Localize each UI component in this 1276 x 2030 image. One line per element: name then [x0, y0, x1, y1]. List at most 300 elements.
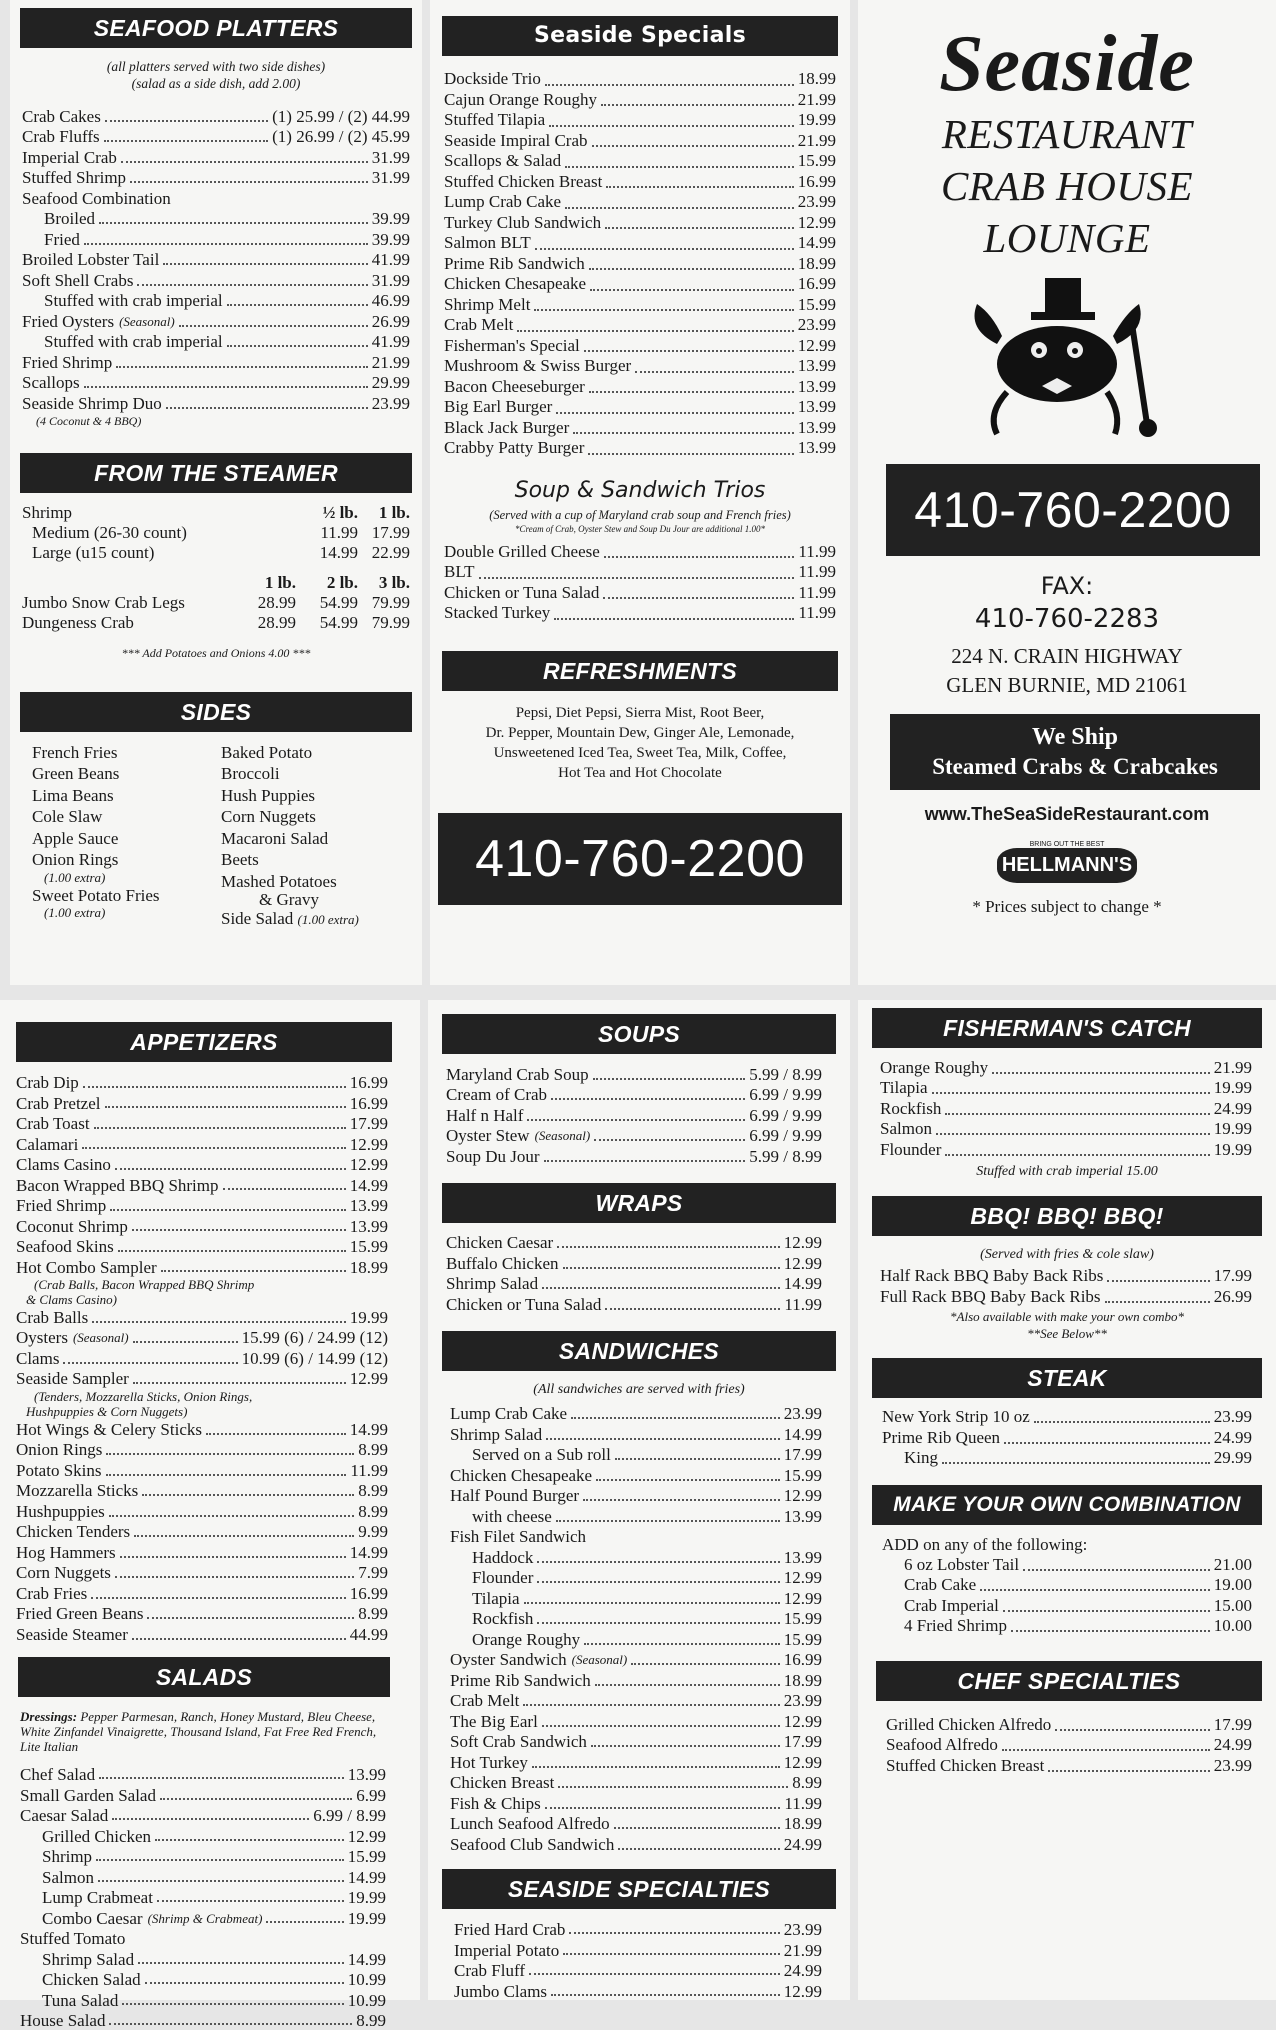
menu-item-name: Crab Cake — [882, 1573, 976, 1596]
section-header-sides: SIDES — [20, 692, 412, 732]
menu-item-name: Calamari — [16, 1135, 78, 1155]
menu-item-shrimp-salad — [446, 1274, 822, 1295]
menu-item-name: Corn Nuggets — [16, 1562, 111, 1583]
menu-item-name: Fish & Chips — [450, 1794, 541, 1814]
dot-leader — [223, 1188, 346, 1190]
menu-item-price: 24.99 — [1214, 1733, 1252, 1756]
dot-leader — [130, 181, 368, 183]
menu-item-name: Chef Salad — [20, 1765, 95, 1784]
list-entry-hush-puppies: Hush Puppies — [221, 785, 400, 807]
menu-item-price: 39.99 — [372, 229, 410, 250]
menu-item-name: Flounder — [880, 1138, 941, 1161]
menu-item-price: 19.99 — [798, 109, 836, 132]
menu-item-price: 15.99 — [798, 294, 836, 317]
steamer-crab-3lb-header: 3 lb. — [358, 573, 410, 593]
dot-leader — [84, 386, 368, 388]
dot-leader — [1011, 1630, 1210, 1632]
combination-add: ADD on any of the following: — [868, 1535, 1266, 1555]
menu-item-price: 21.99 — [1214, 1056, 1252, 1079]
menu-item-price: 18.99 — [350, 1258, 388, 1278]
section-header-salads: SALADS — [18, 1657, 390, 1697]
list-soups — [438, 1064, 840, 1167]
menu-item-hushpuppies — [16, 1501, 388, 1522]
menu-item-buffalo-chicken — [446, 1253, 822, 1274]
menu-item-price: 17.99 — [1214, 1713, 1252, 1736]
section-header-chef-specialties: CHEF SPECIALTIES — [876, 1661, 1262, 1701]
dot-leader — [596, 1479, 780, 1481]
dot-leader — [595, 1684, 780, 1686]
menu-item-name: Fried Oysters — [22, 311, 114, 332]
menu-item-price: 11.99 — [350, 1460, 388, 1481]
menu-item-price: 23.99 — [784, 1920, 822, 1939]
fishermans-note: Stuffed with crab imperial 15.00 — [868, 1163, 1266, 1180]
menu-item-name: Orange Roughy — [880, 1056, 988, 1079]
dot-leader — [163, 263, 367, 265]
platters-note-1: (all platters served with two side dishes) — [16, 58, 416, 75]
dot-leader — [106, 1453, 354, 1455]
menu-item-price: 24.99 — [1214, 1426, 1252, 1449]
fax-number: 410-760-2283 — [868, 604, 1266, 634]
menu-item-price: 29.99 — [372, 372, 410, 393]
dot-leader — [1048, 1770, 1209, 1772]
menu-item-name: Shrimp Salad — [20, 1950, 134, 1969]
trios-title: Soup & Sandwich Trios — [438, 478, 842, 503]
section-header-combination: MAKE YOUR OWN COMBINATION — [872, 1485, 1262, 1525]
menu-item-name: Jumbo Clams — [454, 1982, 547, 2001]
menu-item-price: 11.99 — [798, 541, 836, 564]
steamer-large-half: 14.99 — [296, 543, 358, 563]
menu-item-bacon-cheeseburger — [444, 378, 836, 399]
menu-item-name: Mushroom & Swiss Burger — [444, 355, 631, 378]
dot-leader — [557, 1246, 780, 1248]
menu-item-name: Shrimp Salad — [450, 1425, 542, 1445]
list-bbq — [868, 1267, 1266, 1308]
menu-item-name: Cream of Crab — [446, 1084, 547, 1105]
menu-item-salmon — [20, 1866, 386, 1887]
salad-dressings — [8, 1709, 412, 1754]
menu-item-price: 21.99 — [784, 1941, 822, 1960]
steamer-dungeness: Dungeness Crab — [22, 613, 236, 633]
menu-item-price: 19.99 — [1214, 1117, 1252, 1140]
menu-item-price: 13.99 — [348, 1765, 386, 1784]
menu-item-price: 23.99 — [372, 393, 410, 414]
menu-item-name: Cajun Orange Roughy — [444, 89, 597, 112]
dot-leader — [517, 330, 793, 332]
menu-item-name: Stuffed Tomato — [20, 1929, 125, 1948]
menu-item-full-rack-bbq-baby-back-ribs — [880, 1287, 1252, 1308]
menu-item-seaside-impiral-crab — [444, 132, 836, 153]
menu-item-price: 16.99 — [784, 1650, 822, 1670]
menu-item-price: 15.99 — [348, 1847, 386, 1866]
menu-item-name: Flounder — [450, 1568, 533, 1588]
list-entry-mashed-potatoes: Mashed Potatoes — [221, 871, 400, 893]
steamer-shrimp-label: Shrimp — [22, 503, 236, 523]
menu-item-name: Hog Hammers — [16, 1542, 116, 1563]
menu-item-price: 11.99 — [798, 582, 836, 605]
list-entry-baked-potato: Baked Potato — [221, 742, 400, 764]
menu-item-price: 21.00 — [1214, 1553, 1252, 1576]
menu-item-name: Clams — [16, 1348, 59, 1369]
menu-item-black-jack-burger — [444, 419, 836, 440]
menu-item-chicken-caesar — [446, 1233, 822, 1254]
dot-leader — [96, 1859, 344, 1861]
menu-item-price: 17.99 — [1214, 1264, 1252, 1287]
phone-number-center[interactable]: 410-760-2200 — [438, 813, 842, 905]
dot-leader — [605, 227, 794, 229]
menu-item-name: The Big Earl — [450, 1712, 538, 1732]
sandwiches-note: (All sandwiches are served with fries) — [438, 1381, 840, 1398]
menu-item-price: 14.99 — [784, 1425, 822, 1445]
menu-item-price: 14.99 — [350, 1542, 388, 1563]
menu-item-half-pound-burger — [450, 1486, 822, 1507]
menu-item-hot-wings-celery-sticks — [16, 1419, 388, 1440]
dot-leader — [112, 1818, 309, 1820]
menu-item-name: Dockside Trio — [444, 68, 541, 91]
steamer-snow: Jumbo Snow Crab Legs — [22, 593, 236, 613]
menu-item-name: Crab Fluff — [454, 1961, 525, 1980]
dot-leader — [118, 1250, 346, 1252]
menu-item-price: 19.99 — [348, 1888, 386, 1907]
menu-item-name: Seafood Club Sandwich — [450, 1835, 614, 1855]
menu-item-soft-crab-sandwich — [450, 1732, 822, 1753]
menu-item-price: 17.99 — [350, 1114, 388, 1134]
menu-item-name: Hot Wings & Celery Sticks — [16, 1419, 202, 1440]
dot-leader — [554, 618, 794, 620]
menu-item-name: Lump Crabmeat — [20, 1888, 153, 1907]
dot-leader — [1023, 1569, 1210, 1571]
menu-item-mozzarella-sticks — [16, 1481, 388, 1502]
dot-leader — [147, 1617, 354, 1619]
menu-item-price: 12.99 — [784, 1982, 822, 2001]
menu-item-name: Chicken Breast — [450, 1773, 554, 1793]
we-ship-line-1: We Ship — [890, 722, 1260, 752]
dot-leader — [138, 1962, 344, 1964]
menu-item-clams-casino — [16, 1154, 388, 1175]
dot-leader — [479, 577, 795, 579]
menu-item-orange-roughy — [880, 1058, 1252, 1079]
dot-leader — [133, 1341, 238, 1343]
we-ship-box — [890, 714, 1260, 790]
sampler-note-1: (Tenders, Mozzarella Sticks, Onion Rings, — [8, 1389, 412, 1404]
dot-leader — [105, 1106, 346, 1108]
list-entry-cole-slaw: Cole Slaw — [32, 806, 211, 828]
dot-leader — [109, 1515, 354, 1517]
menu-item-name: Chicken Salad — [20, 1970, 141, 1989]
menu-item-chicken-chesapeake — [444, 275, 836, 296]
menu-item-name: Buffalo Chicken — [446, 1253, 559, 1274]
menu-item-fried-oysters — [22, 311, 410, 332]
dot-leader — [534, 309, 793, 311]
menu-item-name: Fried Hard Crab — [454, 1920, 565, 1939]
website-link[interactable]: www.TheSeaSideRestaurant.com — [868, 804, 1266, 825]
menu-item-shrimp-salad — [450, 1424, 822, 1445]
panel-top-right — [858, 0, 1276, 985]
list-seaside-specials — [438, 70, 842, 460]
menu-item-name: Half n Half — [446, 1105, 523, 1126]
menu-item-name: Salmon — [20, 1868, 94, 1887]
menu-item-price: 5.99 / 8.99 — [749, 1064, 822, 1085]
dot-leader — [524, 1602, 780, 1604]
menu-item-salmon-blt — [444, 234, 836, 255]
menu-item-price: 14.99 — [348, 1868, 386, 1887]
menu-item-crab-fluff — [454, 1960, 822, 1981]
dot-leader — [1003, 1610, 1210, 1612]
dot-leader — [109, 2023, 352, 2025]
dot-leader — [83, 1086, 346, 1088]
list-seaside-specialties — [438, 1919, 840, 2001]
dot-leader — [227, 345, 368, 347]
menu-item-price: 12.99 — [784, 1486, 822, 1506]
dot-leader — [121, 161, 368, 163]
dot-leader — [527, 1119, 745, 1121]
steamer-medium-half: 11.99 — [296, 523, 358, 543]
menu-item-name: Bacon Cheeseburger — [444, 376, 585, 399]
menu-item-served-on-a-sub-roll — [450, 1445, 822, 1466]
menu-item-crab-fries — [16, 1583, 388, 1604]
side-salad-label: Side Salad — [221, 909, 293, 928]
menu-item-caesar-salad — [20, 1805, 386, 1826]
sweet-potato-fries: Sweet Potato Fries — [32, 885, 211, 907]
dot-leader — [545, 1807, 781, 1809]
menu-item-double-grilled-cheese — [444, 543, 836, 564]
menu-item-price: 12.99 — [784, 1589, 822, 1609]
menu-item-name: Big Earl Burger — [444, 396, 552, 419]
dot-leader — [532, 1766, 780, 1768]
list-appetizers-3 — [8, 1419, 412, 1645]
menu-item-stuffed-shrimp — [22, 168, 410, 189]
menu-item-name: Double Grilled Cheese — [444, 541, 600, 564]
dot-leader — [594, 1139, 745, 1141]
list-entry-beets: Beets — [221, 849, 400, 871]
menu-item-price: 10.99 (6) / 14.99 (12) — [242, 1348, 388, 1369]
trios-note-2: *Cream of Crab, Oyster Stew and Soup Du Jour are additional 1.00* — [438, 524, 842, 535]
menu-item-name: 4 Fried Shrimp — [882, 1614, 1007, 1637]
menu-item-shrimp-salad — [20, 1948, 386, 1969]
menu-item-price: 31.99 — [372, 147, 410, 168]
menu-item-name: Stuffed Chicken Breast — [886, 1754, 1044, 1777]
dot-leader — [551, 1098, 745, 1100]
list-steak — [868, 1408, 1266, 1470]
menu-item-name: with cheese — [450, 1507, 552, 1527]
dot-leader — [1034, 1421, 1210, 1423]
menu-item-stacked-turkey — [444, 604, 836, 625]
menu-item-price: 12.99 — [784, 1712, 822, 1732]
menu-item-name: Grilled Chicken — [20, 1827, 151, 1846]
menu-item-name: Mozzarella Sticks — [16, 1480, 138, 1501]
dot-leader — [545, 84, 794, 86]
menu-item-name: Fish Filet Sandwich — [450, 1527, 586, 1547]
menu-item-potato-skins — [16, 1460, 388, 1481]
menu-item-imperial-potato — [454, 1939, 822, 1960]
menu-item-price: 44.99 — [350, 1624, 388, 1645]
menu-item-price: 8.99 — [358, 1501, 388, 1522]
section-header-seaside-specialties: SEASIDE SPECIALTIES — [442, 1869, 836, 1909]
menu-item-name: Rockfish — [880, 1097, 941, 1120]
menu-item-price: 6.99 / 9.99 — [749, 1125, 822, 1146]
menu-item-price: 39.99 — [372, 208, 410, 229]
menu-item-bacon-wrapped-bbq-shrimp — [16, 1175, 388, 1196]
menu-item-name: Salmon BLT — [444, 232, 531, 255]
menu-item-name: Coconut Shrimp — [16, 1217, 128, 1237]
dot-leader — [155, 1839, 344, 1841]
menu-item-name: House Salad — [20, 2011, 105, 2030]
list-entry-apple-sauce: Apple Sauce — [32, 828, 211, 850]
list-entry-broccoli: Broccoli — [221, 763, 400, 785]
menu-item-price: 24.99 — [1214, 1097, 1252, 1120]
list-entry-hot-tea-and-hot-chocolate: Hot Tea and Hot Chocolate — [438, 763, 842, 783]
combo-note-2: & Clams Casino) — [8, 1292, 412, 1307]
dot-leader — [556, 1520, 780, 1522]
dot-leader — [551, 1994, 780, 1996]
dot-leader — [992, 1072, 1210, 1074]
menu-item-name: Stuffed Shrimp — [22, 167, 126, 188]
dot-leader — [161, 1270, 346, 1272]
menu-item-name: Lump Crab Cake — [444, 191, 561, 214]
phone-number-right[interactable]: 410-760-2200 — [886, 464, 1260, 556]
menu-item-seafood-skins — [16, 1236, 388, 1257]
menu-item-stuffed-chicken-breast — [444, 173, 836, 194]
menu-item-big-earl-burger — [444, 398, 836, 419]
list-appetizers-2 — [8, 1307, 412, 1389]
steamer-crab-2lb-header: 2 lb. — [296, 573, 358, 593]
hellmanns-tagline: BRING OUT THE BEST — [997, 841, 1137, 848]
sweet-extra: (1.00 extra) — [32, 906, 211, 920]
menu-item-price: 18.99 — [798, 253, 836, 276]
menu-item-cream-of-crab — [446, 1085, 822, 1106]
menu-item-lunch-seafood-alfredo — [450, 1814, 822, 1835]
steamer-1lb-header: 1 lb. — [358, 503, 410, 523]
menu-item-name: Soup Du Jour — [446, 1146, 540, 1167]
menu-item-stuffed-tomato — [20, 1928, 386, 1949]
refreshments-list — [438, 703, 842, 783]
dot-leader — [571, 1417, 780, 1419]
menu-item-price: 13.99 — [798, 376, 836, 399]
menu-item-with-cheese — [450, 1506, 822, 1527]
menu-item-fried-green-beans — [16, 1604, 388, 1625]
address-line-1: 224 N. CRAIN HIGHWAY — [868, 644, 1266, 669]
sides-right-column — [221, 742, 400, 931]
address-line-2: GLEN BURNIE, MD 21061 — [868, 673, 1266, 698]
menu-item-price: 12.99 — [784, 1753, 822, 1773]
menu-item-price: 11.99 — [798, 602, 836, 625]
menu-item-seafood-club-sandwich — [450, 1834, 822, 1855]
menu-item-name: Crab Balls — [16, 1307, 88, 1328]
steamer-dun-3: 79.99 — [358, 613, 410, 633]
menu-item-name: Soft Shell Crabs — [22, 270, 133, 291]
dot-leader — [537, 1581, 779, 1583]
dot-leader — [120, 1556, 346, 1558]
dot-leader — [82, 1147, 345, 1149]
list-appetizers — [8, 1072, 412, 1277]
menu-item-crab-melt — [450, 1691, 822, 1712]
section-header-steamer: FROM THE STEAMER — [20, 453, 412, 493]
steamer-note: *** Add Potatoes and Onions 4.00 *** — [22, 645, 410, 662]
menu-item-maryland-crab-soup — [446, 1064, 822, 1085]
menu-item-crabby-patty-burger — [444, 439, 836, 460]
menu-item-price: 21.99 — [798, 89, 836, 112]
menu-item-name: Orange Roughy — [450, 1630, 580, 1650]
menu-item-price: (1) 26.99 / (2) 45.99 — [272, 126, 410, 147]
dot-leader — [558, 1786, 788, 1788]
menu-item-name: Full Rack BBQ Baby Back Ribs — [880, 1285, 1101, 1308]
panel-top-center — [430, 0, 850, 985]
menu-item-stuffed-chicken-breast — [886, 1756, 1252, 1777]
dot-leader — [563, 1267, 780, 1269]
menu-item-name: Grilled Chicken Alfredo — [886, 1713, 1051, 1736]
menu-item-name: Stuffed with crab imperial — [22, 331, 223, 352]
menu-item-note: (Shrimp & Crabmeat) — [148, 1909, 263, 1928]
menu-item-name: Tilapia — [450, 1589, 520, 1609]
dot-leader — [945, 1113, 1209, 1115]
menu-item-price: 12.99 — [350, 1135, 388, 1155]
menu-item-price: 14.99 — [798, 232, 836, 255]
menu-item-jumbo-clams — [454, 1980, 822, 2001]
panel-top-left — [10, 0, 422, 985]
menu-item-oyster-sandwich — [450, 1650, 822, 1671]
sides-right-items — [221, 742, 400, 893]
menu-item-note: (Seasonal) — [572, 1650, 628, 1670]
dot-leader — [583, 1499, 780, 1501]
dot-leader — [945, 1154, 1209, 1156]
section-header-soups: SOUPS — [442, 1014, 836, 1054]
we-ship-line-2: Steamed Crabs & Crabcakes — [890, 752, 1260, 782]
panel-bottom-left — [0, 1000, 420, 2000]
menu-item-dockside-trio — [444, 70, 836, 91]
menu-item-price: 8.99 — [792, 1773, 822, 1793]
dot-leader — [133, 1382, 346, 1384]
dot-leader — [537, 1622, 779, 1624]
side-salad — [221, 908, 400, 931]
list-entry-pepsi-diet-pepsi-sierra-mist-r: Pepsi, Diet Pepsi, Sierra Mist, Root Beer, — [438, 703, 842, 723]
menu-item-crab-dip — [16, 1072, 388, 1093]
menu-item-price: 11.99 — [798, 561, 836, 584]
dot-leader — [603, 597, 794, 599]
menu-item-name: Seaside Sampler — [16, 1368, 129, 1389]
bbq-note: (Served with fries & cole slaw) — [868, 1246, 1266, 1263]
menu-item-prime-rib-sandwich — [444, 255, 836, 276]
dot-leader — [980, 1589, 1210, 1591]
list-chef-specialties — [868, 1715, 1266, 1777]
dot-leader — [542, 1725, 780, 1727]
list-fishermans-catch — [868, 1058, 1266, 1161]
sides-left-column — [32, 742, 211, 931]
menu-item-price: 31.99 — [372, 270, 410, 291]
menu-item-name: Chicken or Tuna Salad — [444, 582, 599, 605]
menu-item-oysters — [16, 1328, 388, 1349]
menu-item-price: 12.99 — [350, 1155, 388, 1175]
steamer-medium: Medium (26-30 count) — [22, 523, 296, 543]
menu-item-note: (Seasonal) — [73, 1327, 129, 1348]
dot-leader — [529, 1973, 780, 1975]
fax-label: FAX: — [868, 572, 1266, 600]
menu-item-price: 18.99 — [784, 1814, 822, 1834]
menu-item-hog-hammers — [16, 1542, 388, 1563]
menu-item-price: 12.99 — [350, 1368, 388, 1389]
menu-item-price: 15.99 — [784, 1466, 822, 1486]
menu-item-price: 23.99 — [1214, 1405, 1252, 1428]
menu-item-name: Crab Fluffs — [22, 126, 100, 147]
menu-item-name: Crab Imperial — [882, 1594, 999, 1617]
dot-leader — [132, 1229, 346, 1231]
menu-item-scallops-salad — [444, 152, 836, 173]
list-entry-dr-pepper-mountain-dew-ginger-: Dr. Pepper, Mountain Dew, Ginger Ale, Lemonade, — [438, 723, 842, 743]
menu-item-name: Bacon Wrapped BBQ Shrimp — [16, 1176, 219, 1196]
menu-item-soup-du-jour — [446, 1146, 822, 1167]
menu-item-rockfish — [450, 1609, 822, 1630]
dot-leader — [104, 140, 269, 142]
menu-item-stuffed-with-crab-imperial — [22, 332, 410, 353]
menu-item-chicken-salad — [20, 1969, 386, 1990]
